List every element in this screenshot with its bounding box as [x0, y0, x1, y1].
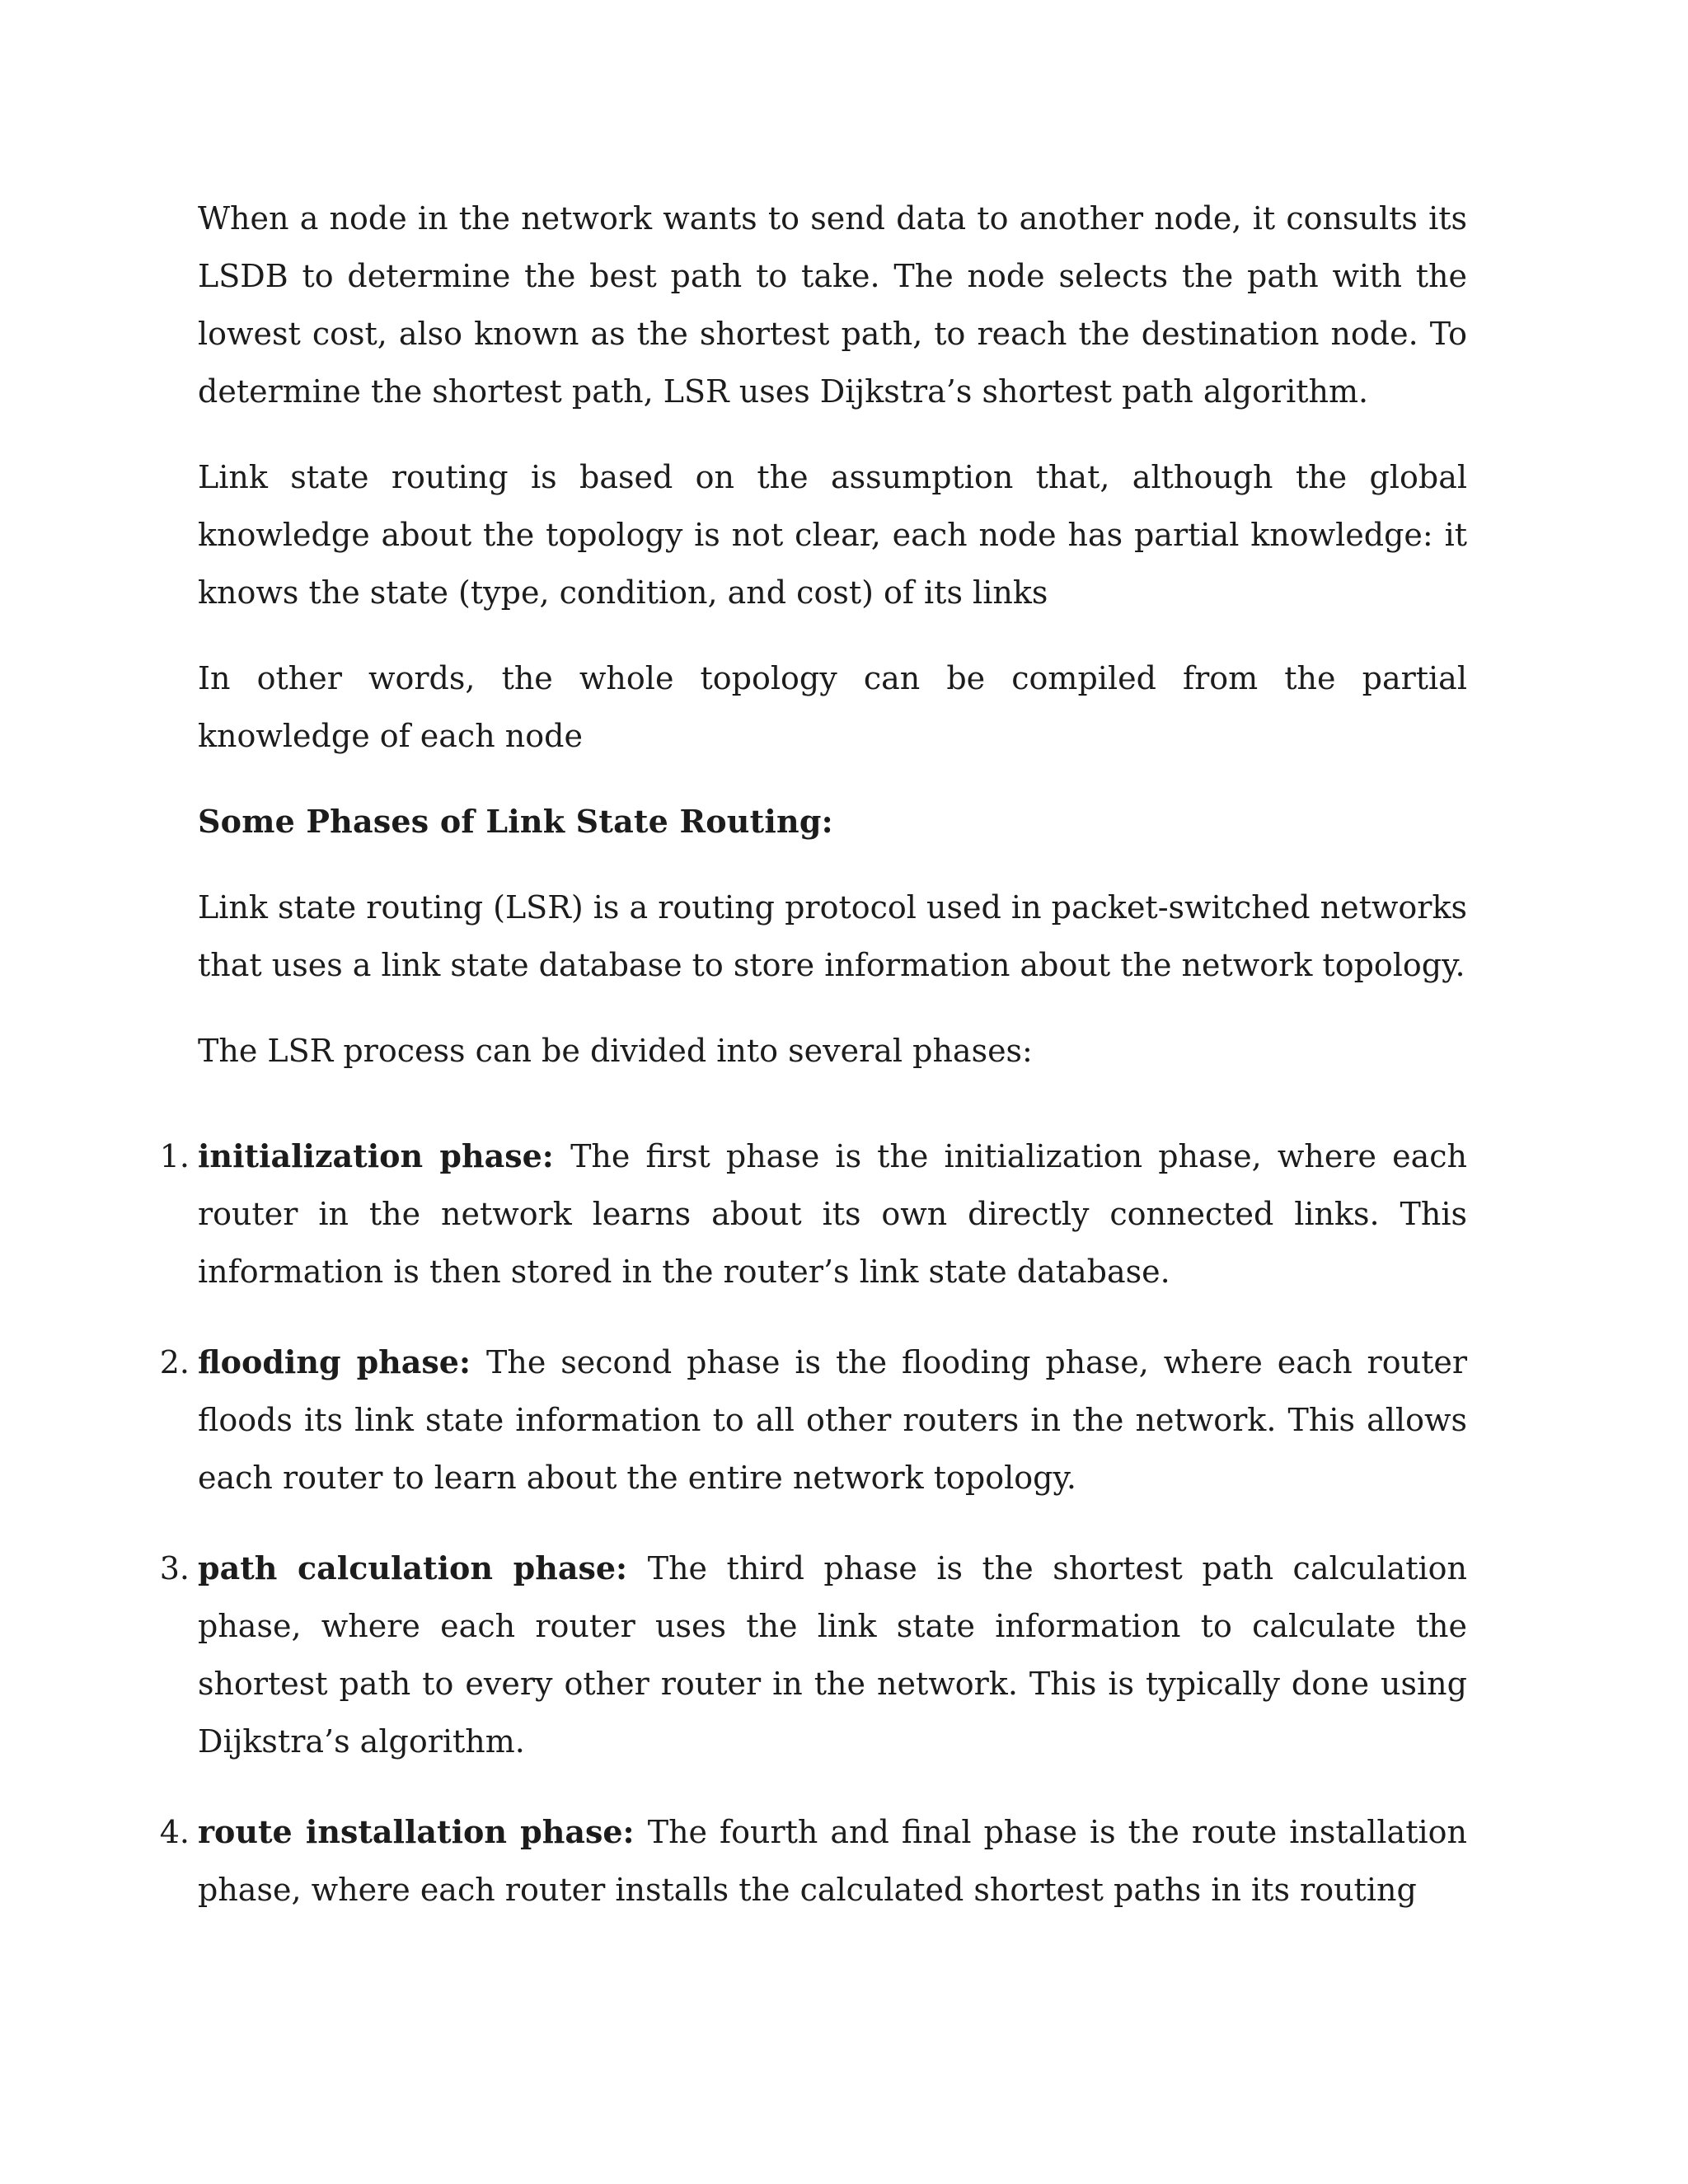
phase-term: path calculation phase:	[198, 1549, 648, 1586]
phase-description: The first phase is the initialization phase, where each router in the network learns about its own directly connected links. This information is then stored in the router’s link state database.	[198, 1138, 1467, 1290]
phase-term: flooding phase:	[198, 1343, 487, 1380]
phase-description: The third phase is the shortest path calculation phase, where each router uses the link state information to calculate the shortest path to every other router in the network. This is typically done using Dijkstra’s algorithm.	[198, 1550, 1467, 1760]
list-item-flooding-phase	[159, 1333, 1467, 1507]
list-number: 4.	[159, 1814, 190, 1850]
list-number: 1.	[159, 1138, 190, 1174]
phase-term: route installation phase:	[198, 1813, 648, 1850]
paragraph-lsr-phases-intro: The LSR process can be divided into several phases:	[198, 1033, 1033, 1069]
paragraph-link-state-assumption: Link state routing is based on the assumption that, although the global knowledge about the topology is not clear, each node has partial knowledge: it knows the state (type, condition, and cost) of its links	[198, 459, 1467, 611]
document-body	[159, 190, 1467, 1952]
list-item-route-installation-phase	[159, 1803, 1467, 1919]
list-item-initialization-phase	[159, 1127, 1467, 1301]
list-number: 3.	[159, 1550, 190, 1586]
phase-description: The fourth and final phase is the route installation phase, where each router installs the calculated shortest paths in its routing	[198, 1814, 1467, 1908]
list-number: 2.	[159, 1344, 190, 1380]
paragraph-topology-compiled: In other words, the whole topology can be compiled from the partial knowledge of each node	[198, 660, 1467, 754]
section-heading: Some Phases of Link State Routing:	[198, 803, 833, 840]
phase-list	[159, 1127, 1467, 1919]
paragraph-lsdb-path: When a node in the network wants to send data to another node, it consults its LSDB to determine the best path to take. The node selects the path with the lowest cost, also known as the shortest path, to reach the destination node. To determine the shortest path, LSR uses Dijkstra’s shortest path algorithm.	[198, 200, 1467, 410]
list-item-path-calculation-phase	[159, 1540, 1467, 1770]
phase-term: initialization phase:	[198, 1137, 571, 1174]
paragraph-lsr-definition: Link state routing (LSR) is a routing protocol used in packet-switched networks that uses a link state database to store information about the network topology.	[198, 889, 1467, 983]
phase-description: The second phase is the flooding phase, where each router floods its link state information to all other routers in the network. This allows each router to learn about the entire network topology.	[198, 1344, 1467, 1496]
